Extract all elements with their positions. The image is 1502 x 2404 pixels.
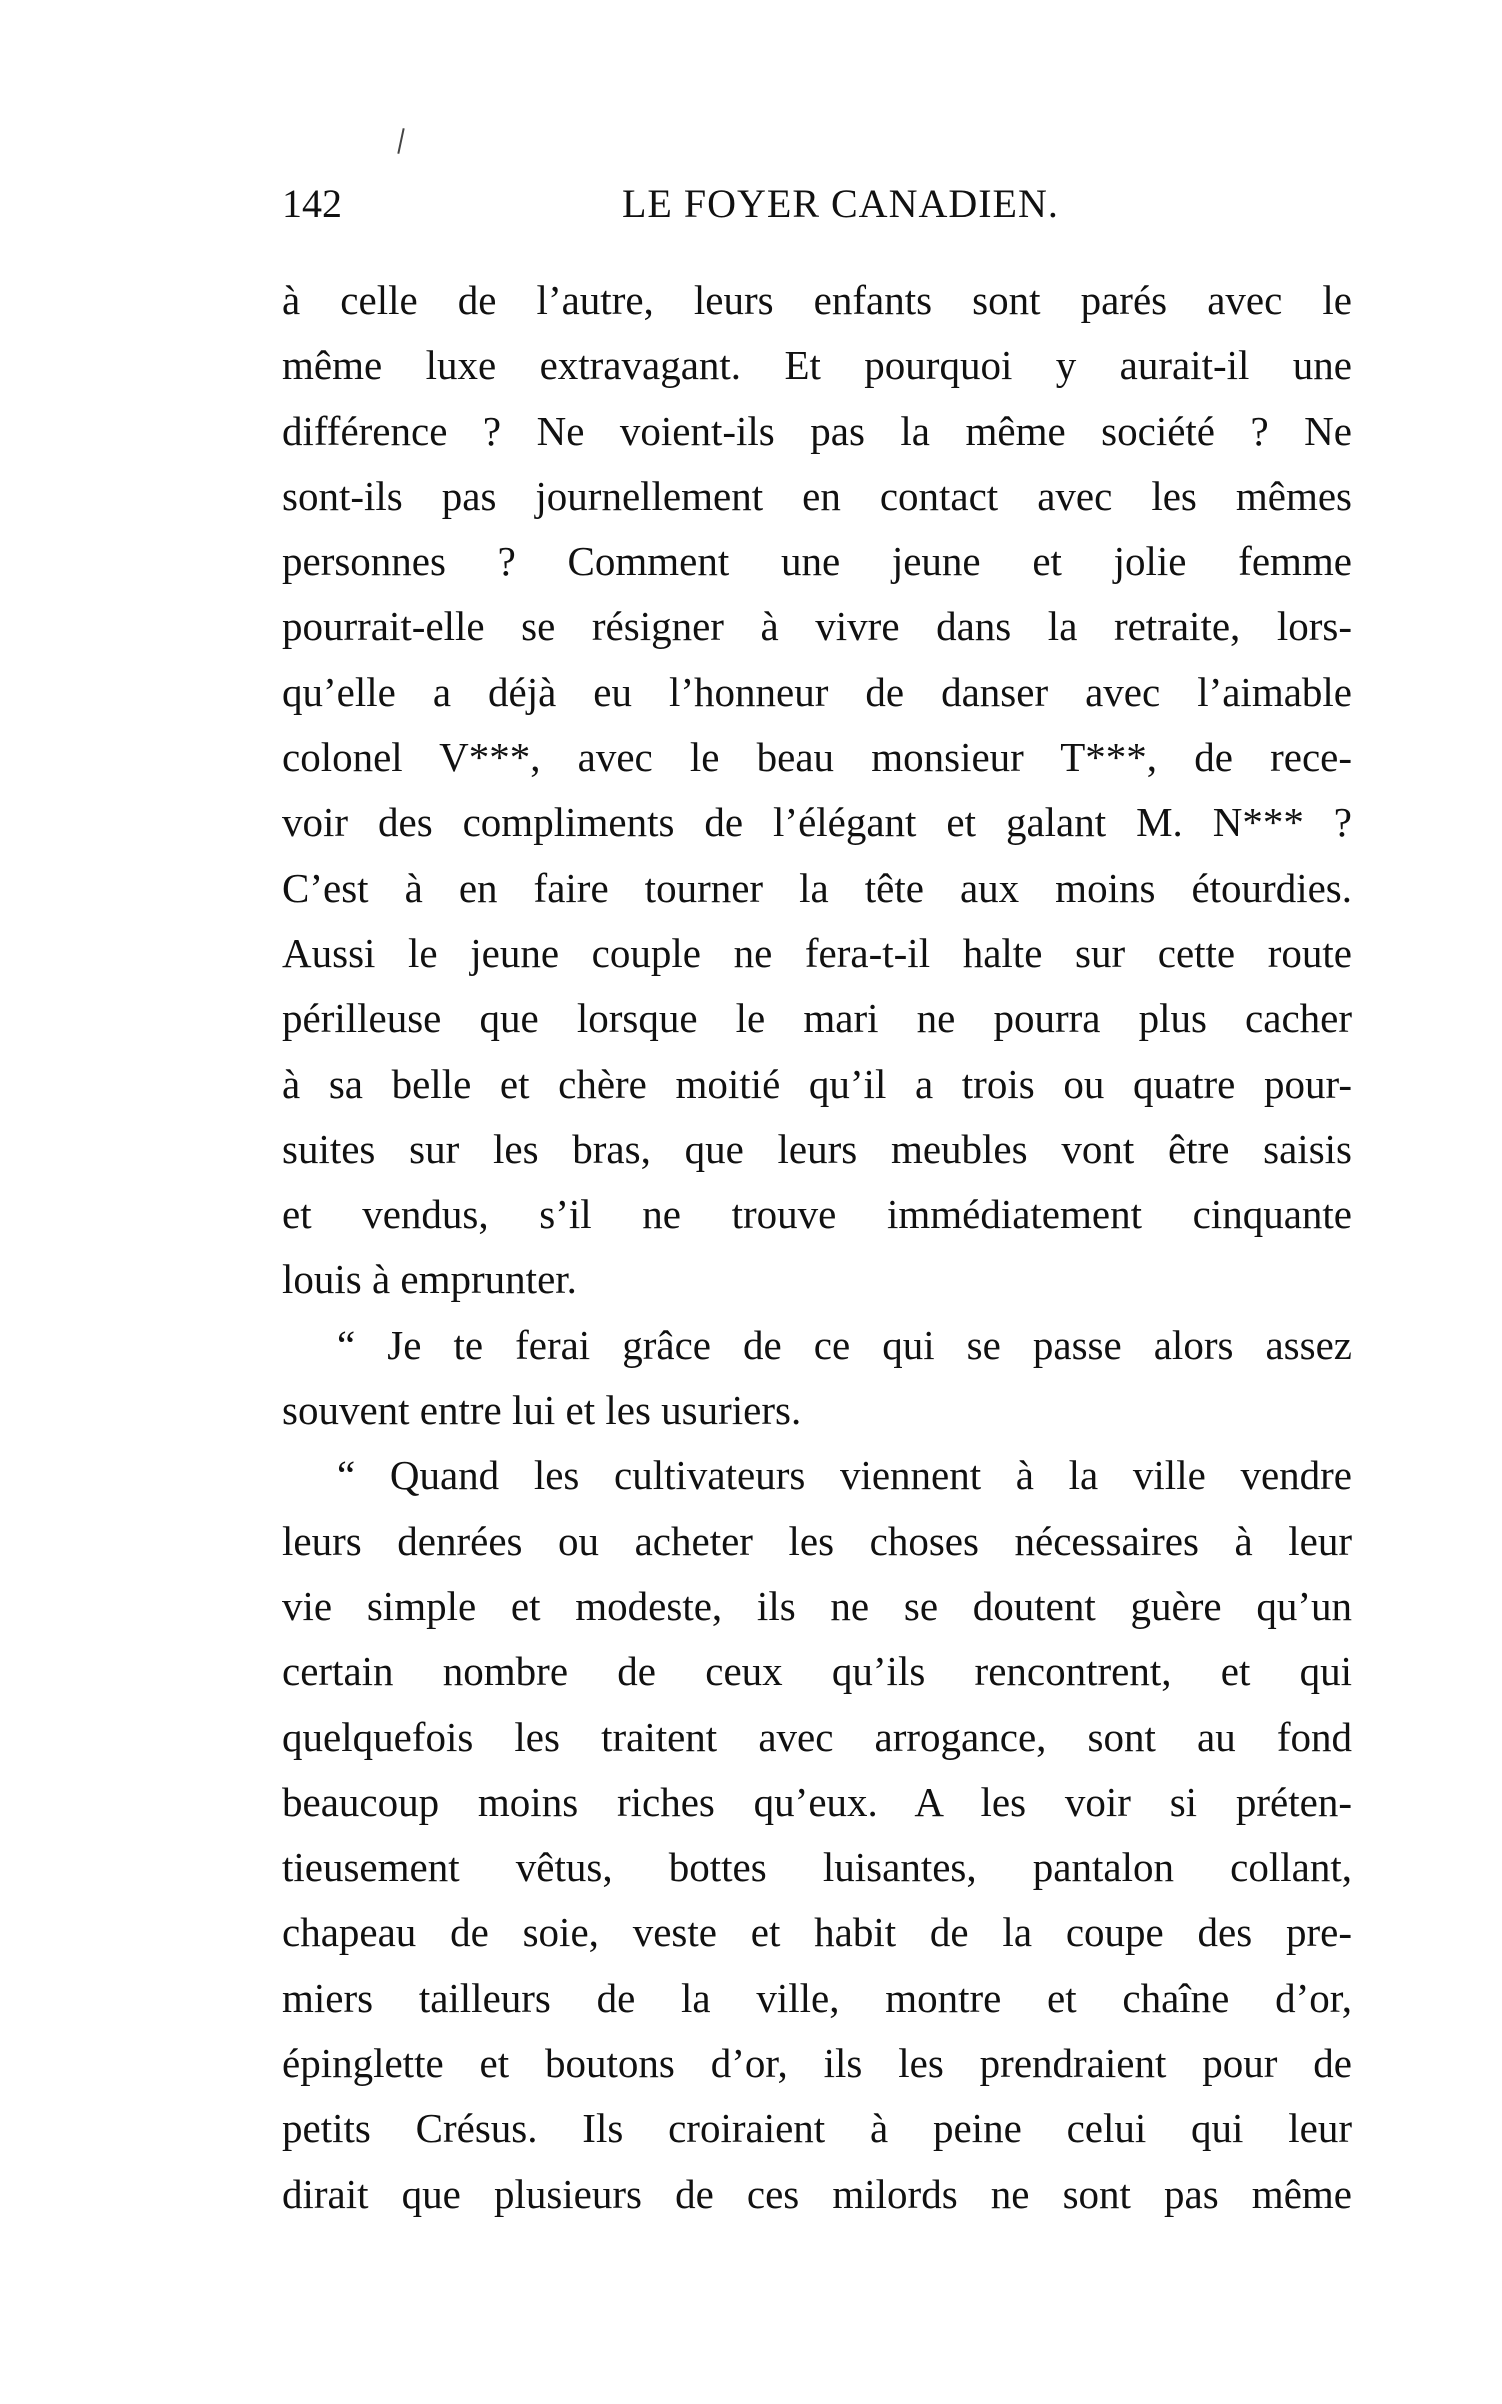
text-line: beaucoup moins riches qu’eux. A les voir si préten- <box>282 1778 1352 1825</box>
text-line: dirait que plusieurs de ces milords ne sont pas même <box>282 2170 1352 2217</box>
text-line: Aussi le jeune couple ne fera-t-il halte sur cette route <box>282 929 1352 976</box>
text-line: sont-ils pas journellement en contact avec les mêmes <box>282 472 1352 519</box>
paragraph <box>282 1313 1352 1444</box>
running-title: LE FOYER CANADIEN. <box>622 181 1059 226</box>
text-line: “ Quand les cultivateurs viennent à la ville vendre <box>337 1452 1352 1499</box>
text-line: différence ? Ne voient-ils pas la même société ? Ne <box>282 407 1352 454</box>
paragraph <box>282 1443 1352 2227</box>
margin-mark <box>397 128 404 154</box>
text-line: épinglette et boutons d’or, ils les prendraient pour de <box>282 2040 1352 2087</box>
text-line: certain nombre de ceux qu’ils rencontrent, et qui <box>282 1648 1352 1695</box>
text-line: chapeau de soie, veste et habit de la coupe des pre- <box>282 1909 1352 1956</box>
page-number: 142 <box>282 181 342 226</box>
text-line: C’est à en faire tourner la tête aux moins étourdies. <box>282 864 1352 911</box>
text-line: “ Je te ferai grâce de ce qui se passe alors assez <box>337 1321 1352 1368</box>
text-line: périlleuse que lorsque le mari ne pourra plus cacher <box>282 995 1352 1042</box>
text-line: suites sur les bras, que leurs meubles vont être saisis <box>282 1125 1352 1172</box>
body-text <box>282 268 1352 2227</box>
text-line: tieusement vêtus, bottes luisantes, pantalon collant, <box>282 1844 1352 1891</box>
paragraph <box>282 268 1352 1313</box>
text-line: louis à emprunter. <box>282 1256 577 1303</box>
text-line: personnes ? Comment une jeune et jolie femme <box>282 538 1352 585</box>
text-line: colonel V***, avec le beau monsieur T***, de rece- <box>282 734 1352 781</box>
text-line: souvent entre lui et les usuriers. <box>282 1387 802 1434</box>
text-line: vie simple et modeste, ils ne se doutent guère qu’un <box>282 1582 1352 1629</box>
text-line: pourrait-elle se résigner à vivre dans la retraite, lors- <box>282 603 1352 650</box>
text-line: même luxe extravagant. Et pourquoi y aurait-il une <box>282 342 1352 389</box>
text-line: quelquefois les traitent avec arrogance, sont au fond <box>282 1713 1352 1760</box>
text-line: à sa belle et chère moitié qu’il a trois ou quatre pour- <box>282 1060 1352 1107</box>
page-header <box>282 180 1062 230</box>
text-line: à celle de l’autre, leurs enfants sont parés avec le <box>282 277 1352 323</box>
text-line: petits Crésus. Ils croiraient à peine celui qui leur <box>282 2105 1352 2152</box>
text-line: voir des compliments de l’élégant et galant M. N*** ? <box>282 799 1352 846</box>
text-line: leurs denrées ou acheter les choses nécessaires à leur <box>282 1517 1352 1564</box>
text-line: et vendus, s’il ne trouve immédiatement cinquante <box>282 1191 1352 1238</box>
text-line: miers tailleurs de la ville, montre et chaîne d’or, <box>282 1974 1352 2021</box>
text-line: qu’elle a déjà eu l’honneur de danser avec l’aimable <box>282 668 1352 715</box>
